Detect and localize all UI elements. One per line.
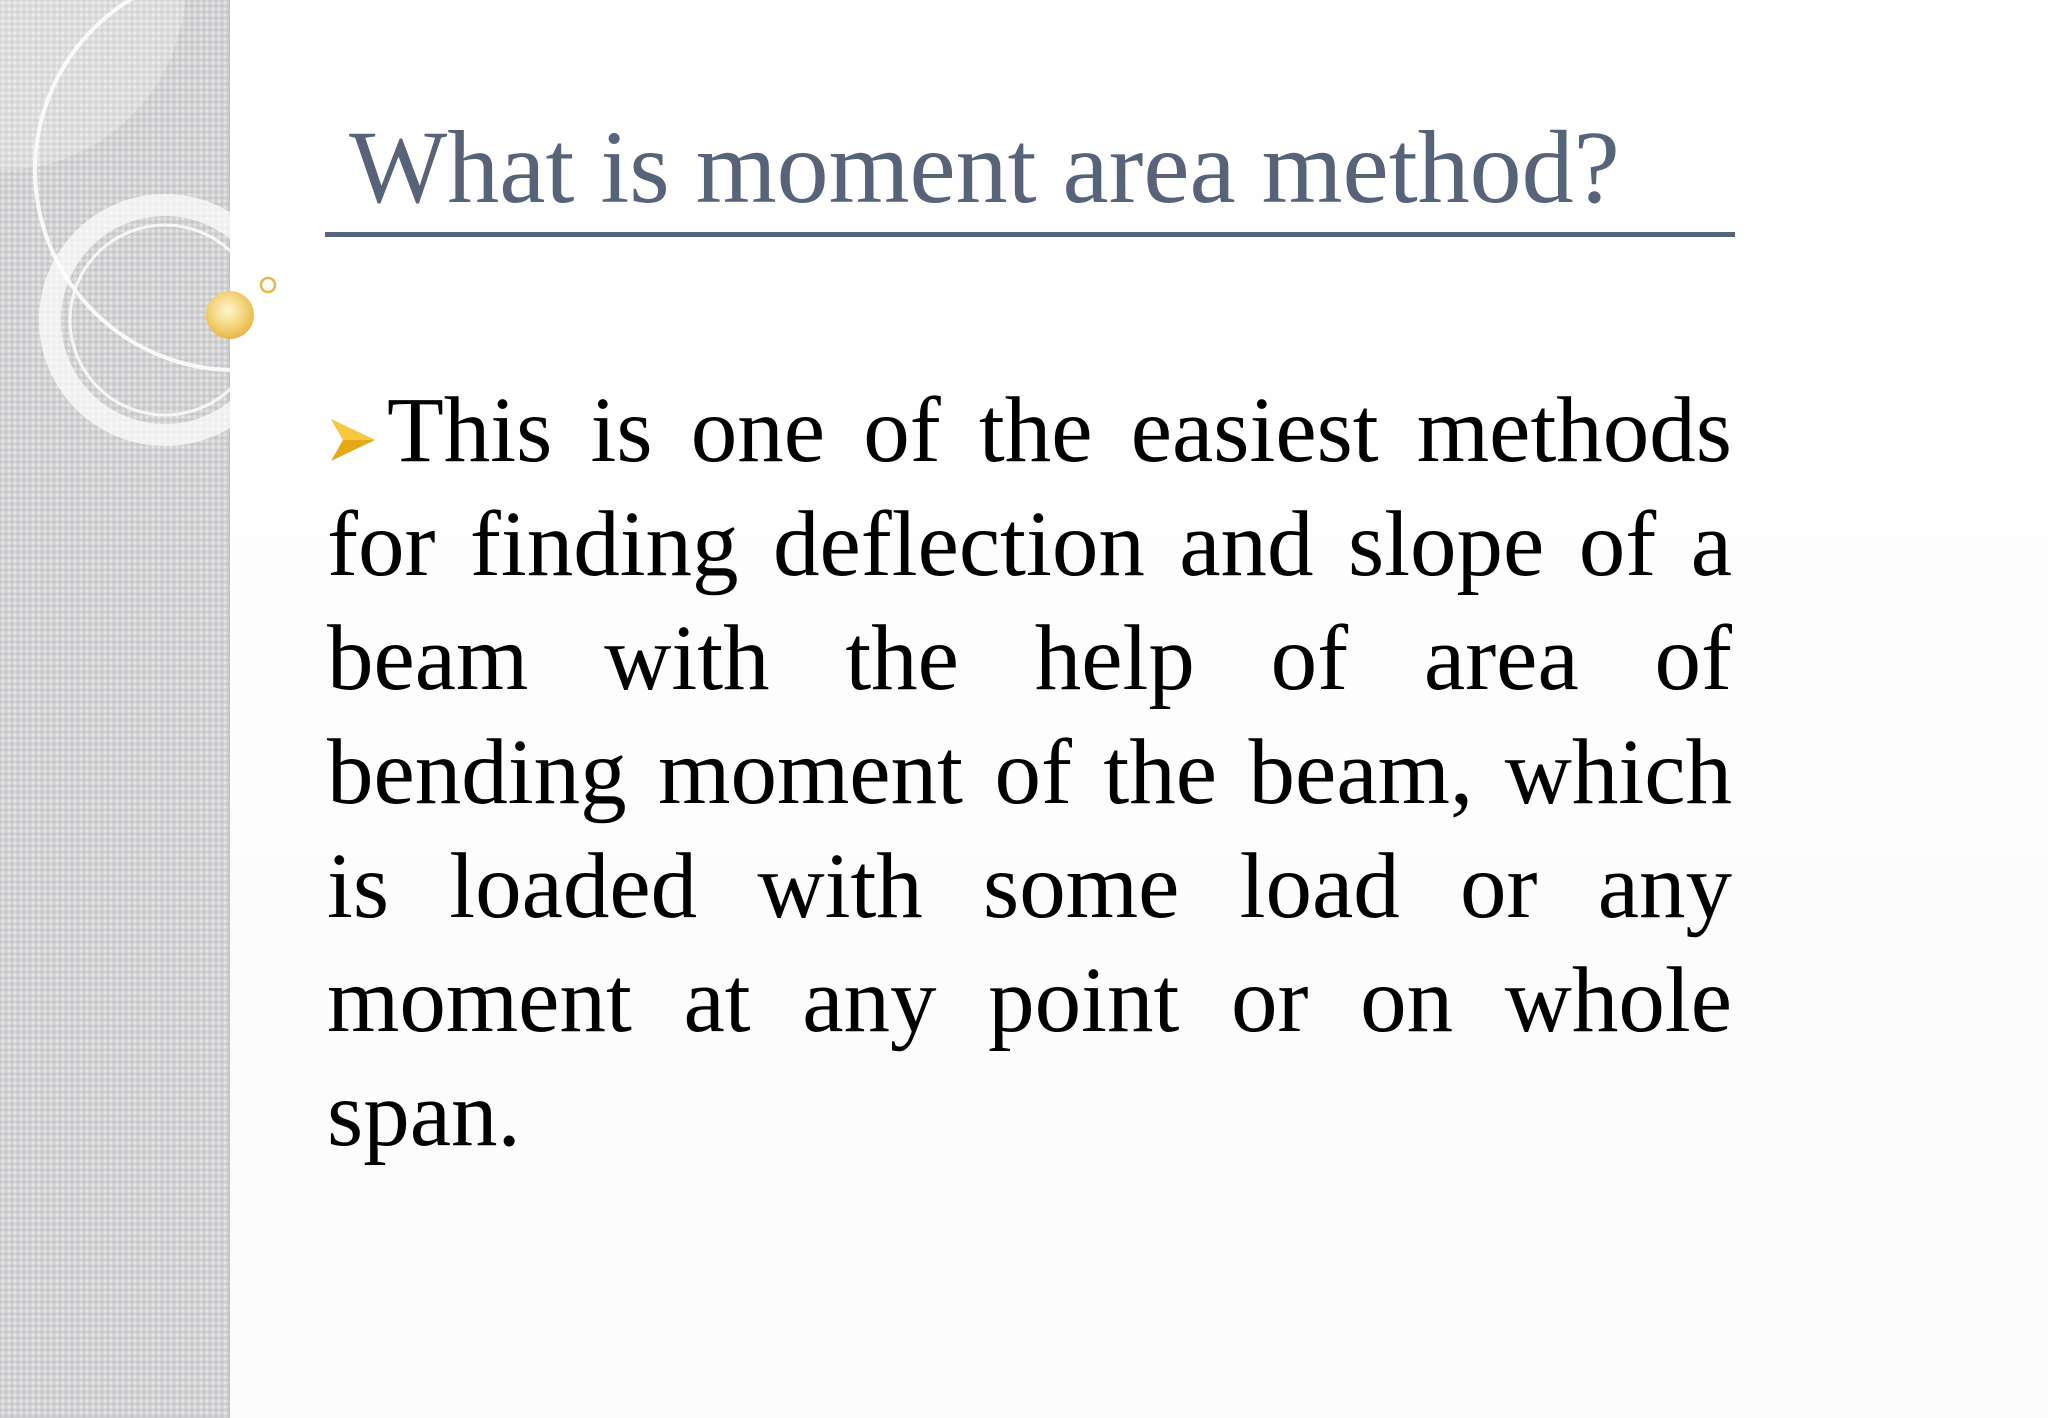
bullet-item: [327, 374, 1732, 1172]
orb-icon: [206, 291, 254, 339]
decorative-circles: [0, 0, 320, 520]
bullet-text: This is one of the easiest methods for finding deflection and slope of a beam with the help of area of bending moment of the beam, which is loaded with some load or any moment at any point or on whole span.: [327, 379, 1732, 1166]
slide-title: What is moment area method?: [325, 108, 1735, 237]
arrow-bullet-icon: [327, 374, 387, 488]
